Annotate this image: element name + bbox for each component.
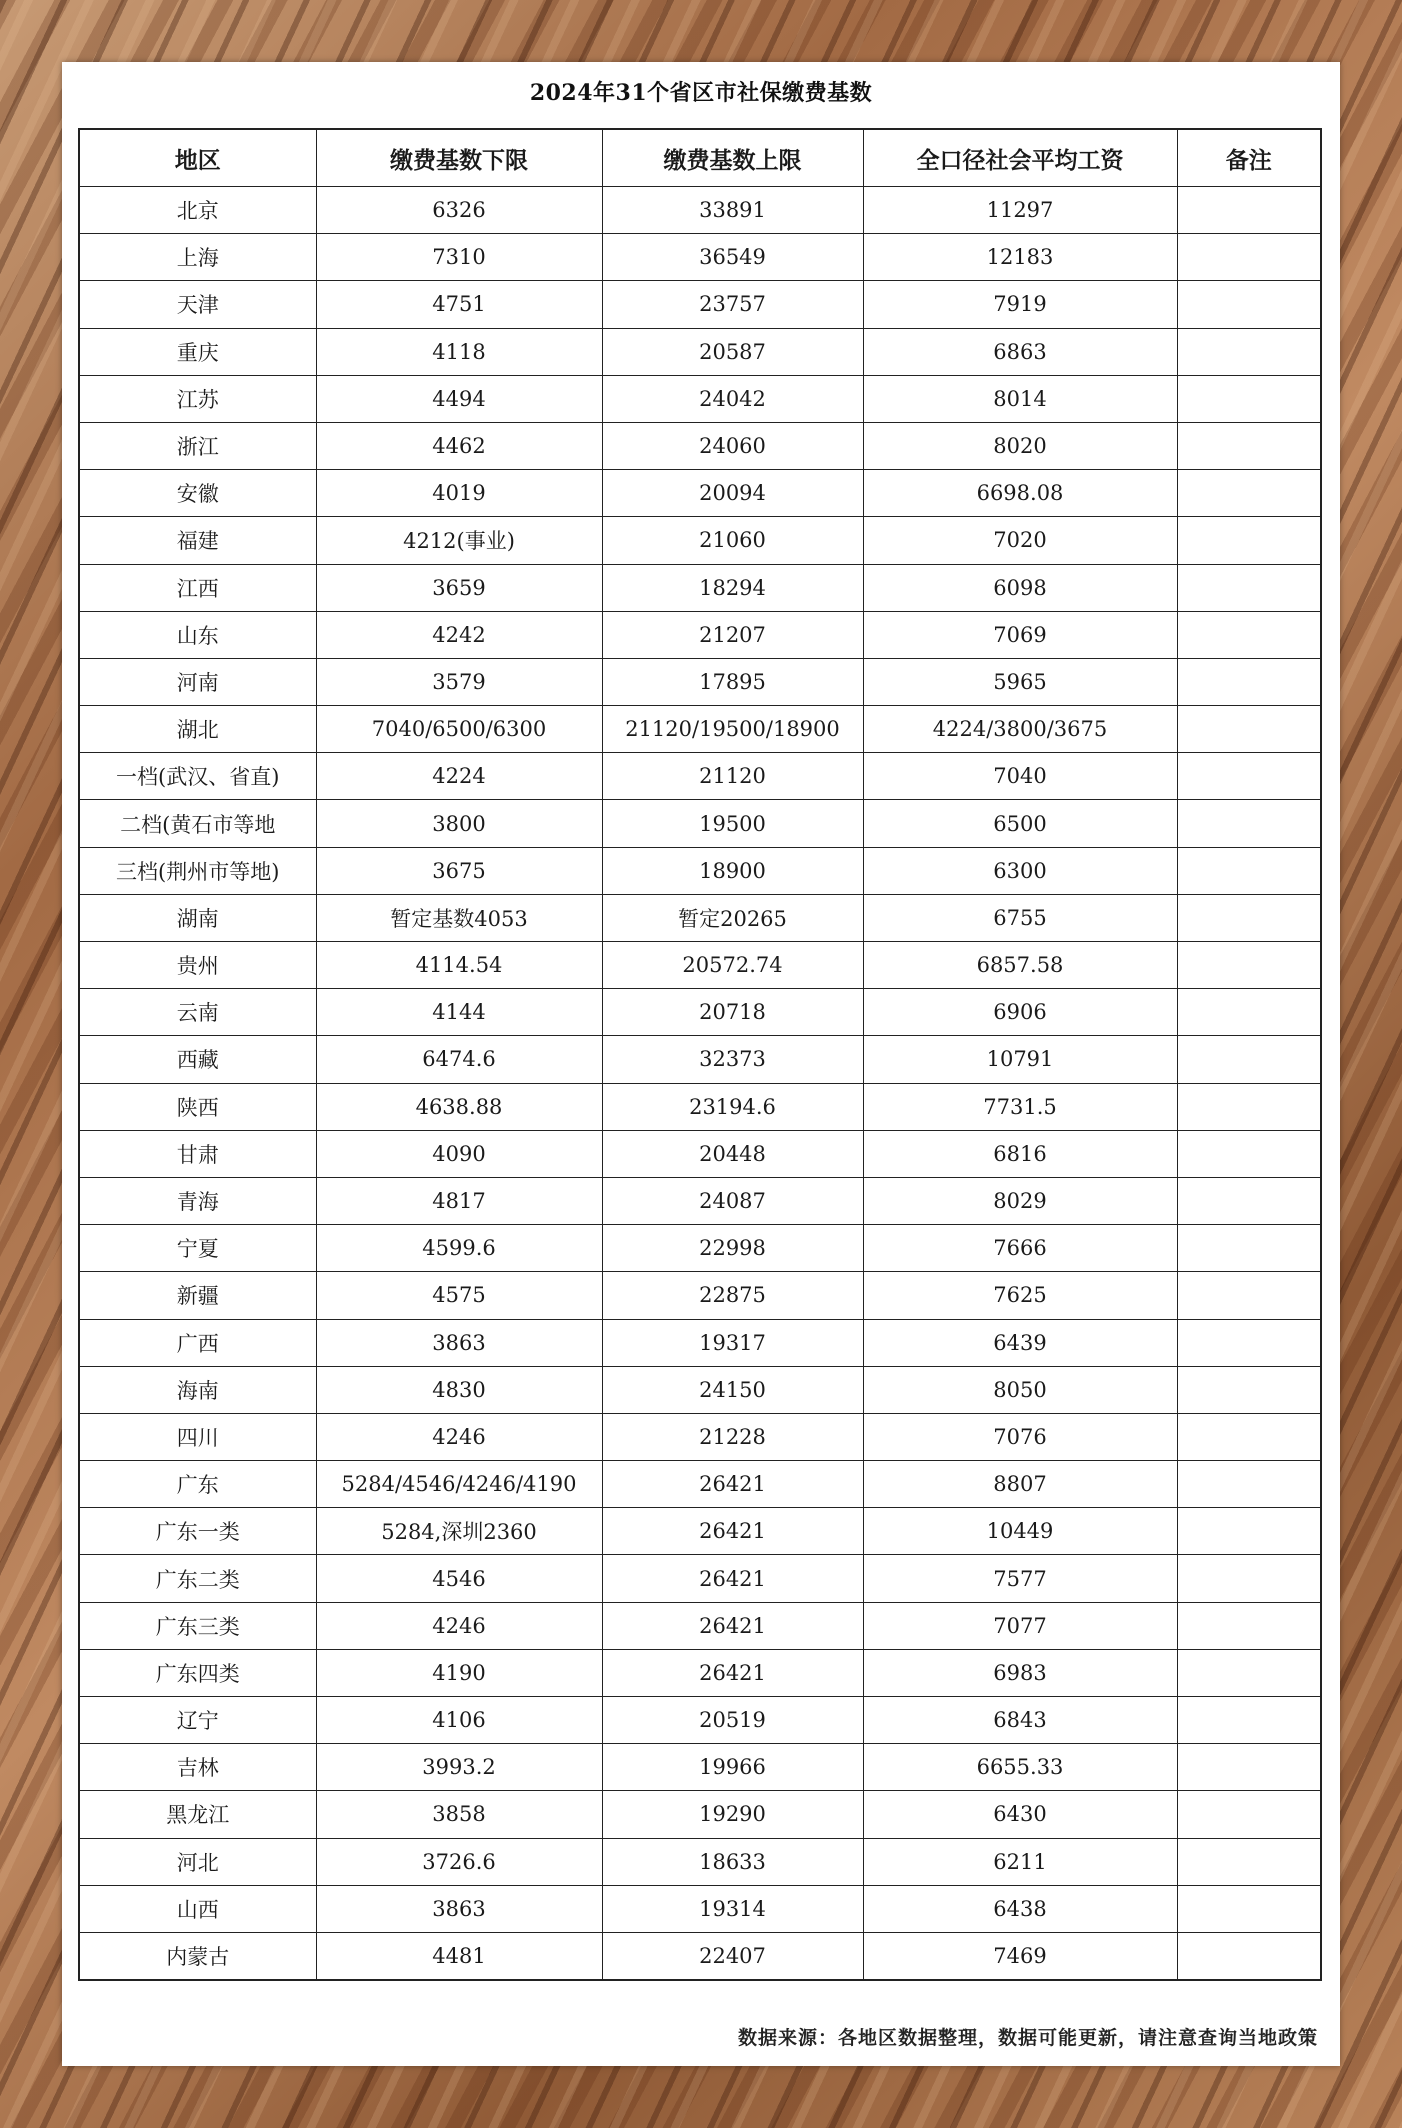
table-row bbox=[79, 894, 1321, 941]
document-title: 2024年31个省区市社保缴费基数 bbox=[529, 80, 873, 106]
cell-average-wage: 6211 bbox=[863, 1838, 1177, 1885]
table-row bbox=[79, 989, 1321, 1036]
table-row bbox=[79, 422, 1321, 469]
cell-lower-limit: 4224 bbox=[316, 753, 602, 800]
cell-average-wage: 6500 bbox=[863, 800, 1177, 847]
cell-note bbox=[1177, 1083, 1321, 1130]
cell-region: 黑龙江 bbox=[79, 1791, 316, 1838]
cell-average-wage: 8050 bbox=[863, 1366, 1177, 1413]
cell-region: 吉林 bbox=[79, 1744, 316, 1791]
cell-lower-limit: 7040/6500/6300 bbox=[316, 706, 602, 753]
table-row bbox=[79, 1272, 1321, 1319]
cell-average-wage: 7077 bbox=[863, 1602, 1177, 1649]
cell-region: 内蒙古 bbox=[79, 1932, 316, 1980]
cell-note bbox=[1177, 1225, 1321, 1272]
cell-upper-limit: 20572.74 bbox=[602, 942, 863, 989]
cell-region: 天津 bbox=[79, 281, 316, 328]
cell-lower-limit: 3659 bbox=[316, 564, 602, 611]
cell-region: 甘肃 bbox=[79, 1130, 316, 1177]
table-row bbox=[79, 1602, 1321, 1649]
cell-upper-limit: 20448 bbox=[602, 1130, 863, 1177]
cell-note bbox=[1177, 1413, 1321, 1460]
cell-lower-limit: 4817 bbox=[316, 1177, 602, 1224]
cell-upper-limit: 36549 bbox=[602, 234, 863, 281]
cell-upper-limit: 19317 bbox=[602, 1319, 863, 1366]
cell-region: 重庆 bbox=[79, 328, 316, 375]
cell-average-wage: 6816 bbox=[863, 1130, 1177, 1177]
table-row bbox=[79, 1649, 1321, 1696]
cell-lower-limit: 4751 bbox=[316, 281, 602, 328]
cell-region: 广东二类 bbox=[79, 1555, 316, 1602]
cell-upper-limit: 24060 bbox=[602, 422, 863, 469]
table-row bbox=[79, 1791, 1321, 1838]
cell-region: 四川 bbox=[79, 1413, 316, 1460]
cell-average-wage: 11297 bbox=[863, 187, 1177, 234]
table-row bbox=[79, 1932, 1321, 1980]
cell-upper-limit: 18633 bbox=[602, 1838, 863, 1885]
cell-upper-limit: 20094 bbox=[602, 470, 863, 517]
cell-average-wage: 6438 bbox=[863, 1885, 1177, 1932]
cell-upper-limit: 22875 bbox=[602, 1272, 863, 1319]
cell-upper-limit: 21120 bbox=[602, 753, 863, 800]
table-row bbox=[79, 1697, 1321, 1744]
cell-upper-limit: 20718 bbox=[602, 989, 863, 1036]
cell-region: 广东三类 bbox=[79, 1602, 316, 1649]
cell-average-wage: 8020 bbox=[863, 422, 1177, 469]
header-lower-limit: 缴费基数下限 bbox=[316, 129, 602, 187]
contribution-base-table bbox=[78, 128, 1322, 1981]
cell-upper-limit: 21060 bbox=[602, 517, 863, 564]
table-row bbox=[79, 706, 1321, 753]
cell-note bbox=[1177, 658, 1321, 705]
cell-lower-limit: 暂定基数4053 bbox=[316, 894, 602, 941]
cell-note bbox=[1177, 281, 1321, 328]
cell-region: 新疆 bbox=[79, 1272, 316, 1319]
table-row bbox=[79, 1036, 1321, 1083]
table-row bbox=[79, 1413, 1321, 1460]
cell-note bbox=[1177, 1744, 1321, 1791]
table-body bbox=[79, 187, 1321, 1981]
cell-lower-limit: 4481 bbox=[316, 1932, 602, 1980]
cell-upper-limit: 23757 bbox=[602, 281, 863, 328]
cell-lower-limit: 4494 bbox=[316, 375, 602, 422]
cell-lower-limit: 4462 bbox=[316, 422, 602, 469]
table-row bbox=[79, 1744, 1321, 1791]
cell-upper-limit: 22998 bbox=[602, 1225, 863, 1272]
table-row bbox=[79, 234, 1321, 281]
cell-note bbox=[1177, 706, 1321, 753]
cell-average-wage: 8807 bbox=[863, 1461, 1177, 1508]
document-sheet bbox=[62, 62, 1340, 2066]
table-row bbox=[79, 1508, 1321, 1555]
cell-lower-limit: 4144 bbox=[316, 989, 602, 1036]
cell-upper-limit: 21228 bbox=[602, 1413, 863, 1460]
table-row bbox=[79, 611, 1321, 658]
cell-upper-limit: 24150 bbox=[602, 1366, 863, 1413]
header-average-wage: 全口径社会平均工资 bbox=[863, 129, 1177, 187]
cell-upper-limit: 24087 bbox=[602, 1177, 863, 1224]
cell-note bbox=[1177, 1177, 1321, 1224]
cell-note bbox=[1177, 1036, 1321, 1083]
table-row bbox=[79, 1130, 1321, 1177]
cell-lower-limit: 3800 bbox=[316, 800, 602, 847]
table-row bbox=[79, 1555, 1321, 1602]
cell-region: 一档(武汉、省直) bbox=[79, 753, 316, 800]
cell-lower-limit: 4575 bbox=[316, 1272, 602, 1319]
cell-upper-limit: 21207 bbox=[602, 611, 863, 658]
cell-upper-limit: 19314 bbox=[602, 1885, 863, 1932]
cell-note bbox=[1177, 1885, 1321, 1932]
cell-region: 湖南 bbox=[79, 894, 316, 941]
cell-lower-limit: 4599.6 bbox=[316, 1225, 602, 1272]
table-row bbox=[79, 375, 1321, 422]
cell-average-wage: 7731.5 bbox=[863, 1083, 1177, 1130]
cell-average-wage: 6983 bbox=[863, 1649, 1177, 1696]
cell-lower-limit: 7310 bbox=[316, 234, 602, 281]
cell-average-wage: 7076 bbox=[863, 1413, 1177, 1460]
cell-lower-limit: 3863 bbox=[316, 1885, 602, 1932]
cell-average-wage: 7040 bbox=[863, 753, 1177, 800]
table-row bbox=[79, 470, 1321, 517]
cell-upper-limit: 26421 bbox=[602, 1461, 863, 1508]
cell-note bbox=[1177, 753, 1321, 800]
cell-region: 三档(荆州市等地) bbox=[79, 847, 316, 894]
cell-note bbox=[1177, 1461, 1321, 1508]
table-header-row bbox=[79, 129, 1321, 187]
cell-lower-limit: 3863 bbox=[316, 1319, 602, 1366]
cell-upper-limit: 18294 bbox=[602, 564, 863, 611]
cell-average-wage: 12183 bbox=[863, 234, 1177, 281]
cell-note bbox=[1177, 800, 1321, 847]
cell-upper-limit: 26421 bbox=[602, 1555, 863, 1602]
cell-note bbox=[1177, 611, 1321, 658]
cell-note bbox=[1177, 1602, 1321, 1649]
table-row bbox=[79, 328, 1321, 375]
cell-region: 广东一类 bbox=[79, 1508, 316, 1555]
header-upper-limit: 缴费基数上限 bbox=[602, 129, 863, 187]
cell-lower-limit: 4019 bbox=[316, 470, 602, 517]
cell-average-wage: 6098 bbox=[863, 564, 1177, 611]
cell-upper-limit: 17895 bbox=[602, 658, 863, 705]
cell-average-wage: 10449 bbox=[863, 1508, 1177, 1555]
cell-note bbox=[1177, 328, 1321, 375]
cell-upper-limit: 19966 bbox=[602, 1744, 863, 1791]
cell-note bbox=[1177, 1366, 1321, 1413]
cell-average-wage: 6863 bbox=[863, 328, 1177, 375]
cell-lower-limit: 6474.6 bbox=[316, 1036, 602, 1083]
cell-region: 云南 bbox=[79, 989, 316, 1036]
cell-lower-limit: 3675 bbox=[316, 847, 602, 894]
cell-region: 河北 bbox=[79, 1838, 316, 1885]
cell-average-wage: 7625 bbox=[863, 1272, 1177, 1319]
table-row bbox=[79, 1838, 1321, 1885]
table-row bbox=[79, 942, 1321, 989]
cell-note bbox=[1177, 1508, 1321, 1555]
cell-upper-limit: 20587 bbox=[602, 328, 863, 375]
cell-region: 广东四类 bbox=[79, 1649, 316, 1696]
cell-region: 山西 bbox=[79, 1885, 316, 1932]
cell-average-wage: 8014 bbox=[863, 375, 1177, 422]
cell-note bbox=[1177, 422, 1321, 469]
header-region: 地区 bbox=[79, 129, 316, 187]
cell-lower-limit: 4190 bbox=[316, 1649, 602, 1696]
cell-region: 二档(黄石市等地 bbox=[79, 800, 316, 847]
cell-average-wage: 5965 bbox=[863, 658, 1177, 705]
cell-lower-limit: 5284/4546/4246/4190 bbox=[316, 1461, 602, 1508]
cell-note bbox=[1177, 989, 1321, 1036]
cell-region: 河南 bbox=[79, 658, 316, 705]
cell-note bbox=[1177, 847, 1321, 894]
cell-average-wage: 6439 bbox=[863, 1319, 1177, 1366]
cell-average-wage: 7919 bbox=[863, 281, 1177, 328]
cell-note bbox=[1177, 1932, 1321, 1980]
table-row bbox=[79, 1225, 1321, 1272]
cell-lower-limit: 4090 bbox=[316, 1130, 602, 1177]
cell-region: 西藏 bbox=[79, 1036, 316, 1083]
cell-note bbox=[1177, 375, 1321, 422]
cell-note bbox=[1177, 1555, 1321, 1602]
table-row bbox=[79, 1461, 1321, 1508]
cell-note bbox=[1177, 187, 1321, 234]
cell-lower-limit: 3579 bbox=[316, 658, 602, 705]
cell-lower-limit: 6326 bbox=[316, 187, 602, 234]
cell-average-wage: 7469 bbox=[863, 1932, 1177, 1980]
cell-upper-limit: 33891 bbox=[602, 187, 863, 234]
cell-note bbox=[1177, 942, 1321, 989]
table-row bbox=[79, 1319, 1321, 1366]
cell-region: 陕西 bbox=[79, 1083, 316, 1130]
table-row bbox=[79, 1083, 1321, 1130]
cell-upper-limit: 18900 bbox=[602, 847, 863, 894]
cell-upper-limit: 暂定20265 bbox=[602, 894, 863, 941]
cell-average-wage: 6698.08 bbox=[863, 470, 1177, 517]
cell-average-wage: 6655.33 bbox=[863, 1744, 1177, 1791]
cell-region: 安徽 bbox=[79, 470, 316, 517]
table-row bbox=[79, 564, 1321, 611]
cell-region: 青海 bbox=[79, 1177, 316, 1224]
cell-note bbox=[1177, 1319, 1321, 1366]
table-row bbox=[79, 281, 1321, 328]
cell-note bbox=[1177, 1697, 1321, 1744]
table-row bbox=[79, 1177, 1321, 1224]
cell-average-wage: 6300 bbox=[863, 847, 1177, 894]
cell-average-wage: 7020 bbox=[863, 517, 1177, 564]
cell-average-wage: 6906 bbox=[863, 989, 1177, 1036]
cell-upper-limit: 32373 bbox=[602, 1036, 863, 1083]
cell-region: 江苏 bbox=[79, 375, 316, 422]
cell-note bbox=[1177, 1649, 1321, 1696]
cell-lower-limit: 4114.54 bbox=[316, 942, 602, 989]
cell-region: 辽宁 bbox=[79, 1697, 316, 1744]
table-row bbox=[79, 187, 1321, 234]
cell-lower-limit: 4212(事业) bbox=[316, 517, 602, 564]
cell-region: 广东 bbox=[79, 1461, 316, 1508]
cell-upper-limit: 19500 bbox=[602, 800, 863, 847]
cell-region: 宁夏 bbox=[79, 1225, 316, 1272]
cell-average-wage: 6857.58 bbox=[863, 942, 1177, 989]
cell-upper-limit: 21120/19500/18900 bbox=[602, 706, 863, 753]
table-row bbox=[79, 658, 1321, 705]
table-row bbox=[79, 1366, 1321, 1413]
cell-average-wage: 6430 bbox=[863, 1791, 1177, 1838]
cell-average-wage: 8029 bbox=[863, 1177, 1177, 1224]
cell-lower-limit: 3858 bbox=[316, 1791, 602, 1838]
cell-average-wage: 7069 bbox=[863, 611, 1177, 658]
cell-region: 山东 bbox=[79, 611, 316, 658]
cell-note bbox=[1177, 1791, 1321, 1838]
cell-upper-limit: 26421 bbox=[602, 1602, 863, 1649]
cell-note bbox=[1177, 1130, 1321, 1177]
table-row bbox=[79, 517, 1321, 564]
table-row bbox=[79, 847, 1321, 894]
cell-average-wage: 7577 bbox=[863, 1555, 1177, 1602]
cell-average-wage: 6843 bbox=[863, 1697, 1177, 1744]
cell-average-wage: 6755 bbox=[863, 894, 1177, 941]
cell-lower-limit: 3993.2 bbox=[316, 1744, 602, 1791]
cell-average-wage: 7666 bbox=[863, 1225, 1177, 1272]
cell-region: 浙江 bbox=[79, 422, 316, 469]
cell-lower-limit: 4118 bbox=[316, 328, 602, 375]
cell-lower-limit: 3726.6 bbox=[316, 1838, 602, 1885]
cell-upper-limit: 22407 bbox=[602, 1932, 863, 1980]
cell-lower-limit: 4246 bbox=[316, 1602, 602, 1649]
table-row bbox=[79, 800, 1321, 847]
cell-note bbox=[1177, 234, 1321, 281]
cell-lower-limit: 4246 bbox=[316, 1413, 602, 1460]
cell-average-wage: 4224/3800/3675 bbox=[863, 706, 1177, 753]
cell-upper-limit: 26421 bbox=[602, 1649, 863, 1696]
cell-lower-limit: 4638.88 bbox=[316, 1083, 602, 1130]
cell-note bbox=[1177, 1838, 1321, 1885]
cell-upper-limit: 20519 bbox=[602, 1697, 863, 1744]
cell-lower-limit: 4546 bbox=[316, 1555, 602, 1602]
cell-upper-limit: 26421 bbox=[602, 1508, 863, 1555]
cell-note bbox=[1177, 564, 1321, 611]
data-source-note: 数据来源：各地区数据整理，数据可能更新，请注意查询当地政策 bbox=[737, 2027, 1318, 2049]
cell-lower-limit: 4242 bbox=[316, 611, 602, 658]
cell-lower-limit: 4106 bbox=[316, 1697, 602, 1744]
cell-average-wage: 10791 bbox=[863, 1036, 1177, 1083]
cell-region: 福建 bbox=[79, 517, 316, 564]
cell-lower-limit: 5284,深圳2360 bbox=[316, 1508, 602, 1555]
cell-note bbox=[1177, 517, 1321, 564]
cell-region: 上海 bbox=[79, 234, 316, 281]
cell-region: 广西 bbox=[79, 1319, 316, 1366]
cell-note bbox=[1177, 894, 1321, 941]
cell-upper-limit: 24042 bbox=[602, 375, 863, 422]
cell-upper-limit: 23194.6 bbox=[602, 1083, 863, 1130]
cell-region: 贵州 bbox=[79, 942, 316, 989]
cell-region: 湖北 bbox=[79, 706, 316, 753]
cell-region: 北京 bbox=[79, 187, 316, 234]
header-note: 备注 bbox=[1177, 129, 1321, 187]
cell-note bbox=[1177, 470, 1321, 517]
table-row bbox=[79, 753, 1321, 800]
cell-region: 江西 bbox=[79, 564, 316, 611]
cell-note bbox=[1177, 1272, 1321, 1319]
cell-upper-limit: 19290 bbox=[602, 1791, 863, 1838]
cell-lower-limit: 4830 bbox=[316, 1366, 602, 1413]
table-row bbox=[79, 1885, 1321, 1932]
cell-region: 海南 bbox=[79, 1366, 316, 1413]
